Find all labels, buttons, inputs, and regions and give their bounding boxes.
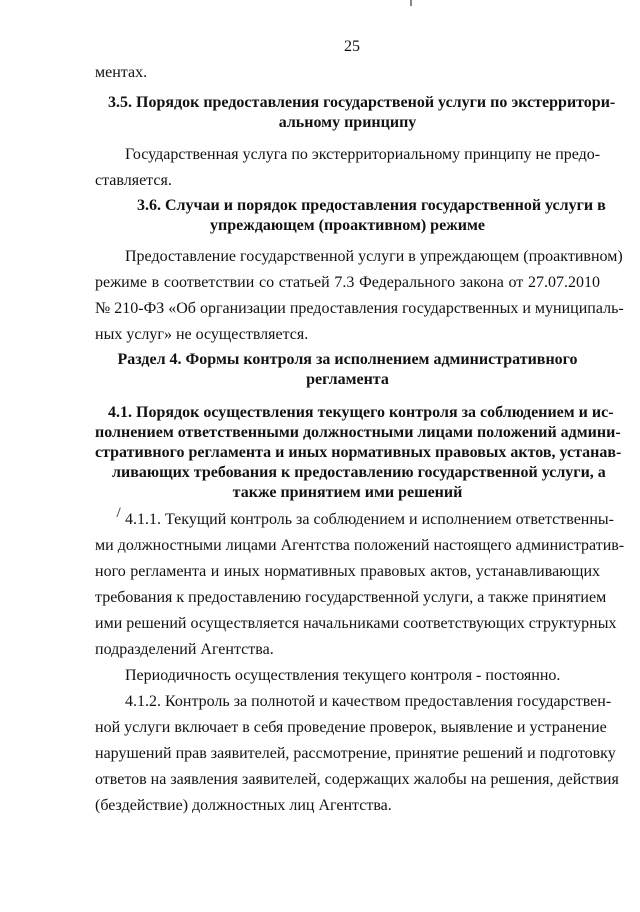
paragraph-3-5-line-2: ставляется. bbox=[95, 172, 172, 189]
paragraph-periodicity: Периодичность осуществления текущего контроля - постоянно. bbox=[125, 667, 561, 684]
paragraph-4-1-1-line-5: ими решений осуществляется начальниками соответствующих структурных bbox=[95, 615, 617, 632]
paragraph-4-1-2-line-1: 4.1.2. Контроль за полнотой и качеством предоставления государствен- bbox=[125, 693, 612, 710]
continuation-line: ментах. bbox=[95, 64, 148, 81]
heading-3-6-line-1: 3.6. Случаи и порядок предоставления государственной услуги в bbox=[137, 197, 606, 214]
paragraph-3-6-line-2: режиме в соответствии со статьей 7.3 Федерального закона от 27.07.2010 bbox=[95, 274, 600, 291]
section-4-heading-line-1: Раздел 4. Формы контроля за исполнением административного bbox=[117, 351, 578, 368]
paragraph-3-6-line-1: Предоставление государственной услуги в упреждающем (проактивном) bbox=[125, 248, 623, 265]
heading-4-1-line-3: стративного регламента и иных нормативных правовых актов, устанав- bbox=[95, 444, 622, 461]
heading-3-5-line-2: альному принципу bbox=[278, 114, 417, 131]
section-4-heading-line-2: регламента bbox=[306, 371, 389, 388]
heading-4-1-line-4: ливающих требования к предоставлению государственной услуги, а bbox=[112, 464, 606, 481]
paragraph-4-1-2-line-2: ной услуги включает в себя проведение проверок, выявление и устранение bbox=[95, 719, 607, 736]
heading-4-1-line-5: также принятием ими решений bbox=[232, 484, 463, 501]
paragraph-4-1-1-line-2: ми должностными лицами Агентства положений настоящего административ- bbox=[95, 537, 625, 554]
paragraph-3-6-line-3: № 210-ФЗ «Об организации предоставления государственных и муниципаль- bbox=[95, 300, 624, 317]
scan-mark bbox=[410, 0, 412, 6]
heading-4-1-line-2: полнением ответственными должностными лицами положений админи- bbox=[95, 424, 621, 441]
page-number: 25 bbox=[344, 38, 360, 55]
paragraph-4-1-1-line-4: требования к предоставлению государственной услуги, а также принятием bbox=[95, 589, 607, 606]
heading-3-6-line-2: упреждающем (проактивном) режиме bbox=[210, 217, 485, 234]
paragraph-4-1-2-line-5: (бездействие) должностных лиц Агентства. bbox=[95, 797, 392, 814]
paragraph-4-1-1-line-6: подразделений Агентства. bbox=[95, 641, 274, 658]
paragraph-3-5-line-1: Государственная услуга по экстерриториальному принципу не предо- bbox=[125, 146, 601, 163]
paragraph-3-6-line-4: ных услуг» не осуществляется. bbox=[95, 326, 309, 343]
paragraph-4-1-2-line-3: нарушений прав заявителей, рассмотрение, принятие решений и подготовку bbox=[95, 745, 616, 762]
paragraph-4-1-2-line-4: ответов на заявления заявителей, содержащих жалобы на решения, действия bbox=[95, 771, 619, 788]
heading-3-5-line-1: 3.5. Порядок предоставления государственой услуги по экстерритори- bbox=[108, 94, 616, 111]
heading-4-1-line-1: 4.1. Порядок осуществления текущего контроля за соблюдением и ис- bbox=[108, 404, 614, 421]
paragraph-4-1-1-line-3: ного регламента и иных нормативных правовых актов, устанавливающих bbox=[95, 563, 600, 580]
paragraph-4-1-1-line-1: 4.1.1. Текущий контроль за соблюдением и исполнением ответственны- bbox=[125, 511, 614, 528]
